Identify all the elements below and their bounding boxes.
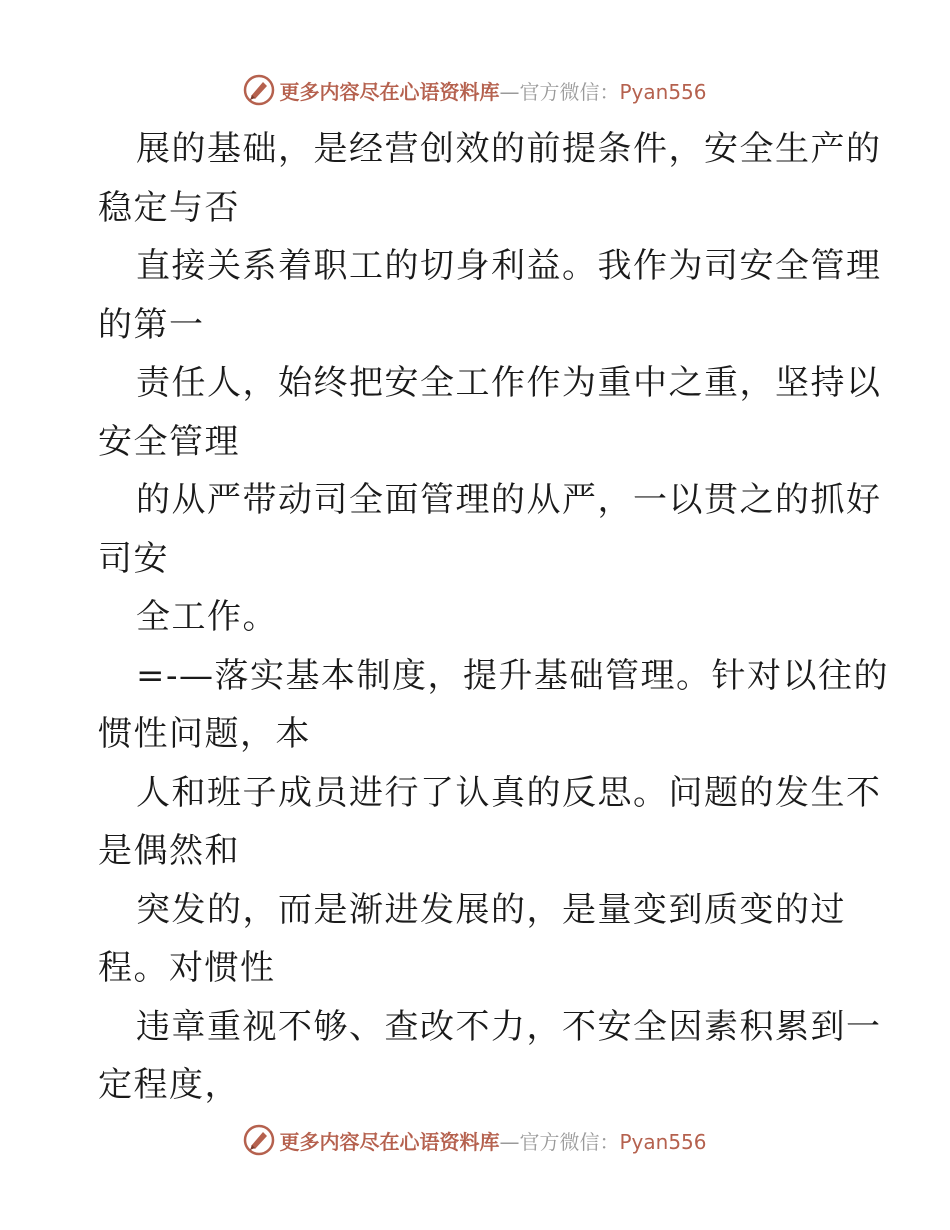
- text-line: 司安: [98, 538, 169, 579]
- pen-logo-icon: [243, 74, 275, 106]
- header-banner: [0, 70, 950, 110]
- footer-site-name: 更多内容尽在心语资料库: [279, 1129, 500, 1154]
- footer-banner: [0, 1120, 950, 1160]
- text-line: 展的基础，是经营创效的前提条件，安全生产的: [136, 129, 882, 169]
- text-line: =-—落实基本制度，提升基础管理。针对以往的: [136, 655, 889, 696]
- header-wechat-label: 官方微信：: [519, 79, 620, 104]
- text-line: 安全管理: [98, 421, 240, 462]
- header-wechat-id: Pyan556: [619, 79, 707, 104]
- text-line: 定程度，: [98, 1065, 240, 1105]
- text-line: 直接关系着职工的切身利益。我作为司安全管理: [136, 246, 882, 286]
- text-line: 惯性问题，本: [98, 714, 311, 754]
- text-line: 的第一: [98, 304, 205, 345]
- document-body: [98, 120, 888, 1115]
- header-site-name: 更多内容尽在心语资料库: [279, 79, 500, 104]
- text-line: 违章重视不够、查改不力，不安全因素积累到一: [136, 1006, 882, 1047]
- text-line: 稳定与否: [98, 187, 240, 228]
- text-line: 全工作。: [136, 597, 278, 637]
- text-line: 程。对惯性: [98, 948, 276, 988]
- footer-dash: —: [499, 1129, 520, 1154]
- text-line: 突发的，而是渐进发展的，是量变到质变的过: [136, 889, 846, 930]
- footer-wechat-label: 官方微信：: [519, 1129, 620, 1154]
- text-line: 的从严带动司全面管理的从严，一以贯之的抓好: [136, 480, 882, 520]
- footer-wechat-id: Pyan556: [619, 1129, 707, 1154]
- text-line: 是偶然和: [98, 831, 240, 871]
- text-line: 人和班子成员进行了认真的反思。问题的发生不: [136, 772, 882, 813]
- text-line: 责任人，始终把安全工作作为重中之重，坚持以: [136, 363, 882, 403]
- header-dash: —: [499, 79, 520, 104]
- pen-logo-icon: [243, 1124, 275, 1156]
